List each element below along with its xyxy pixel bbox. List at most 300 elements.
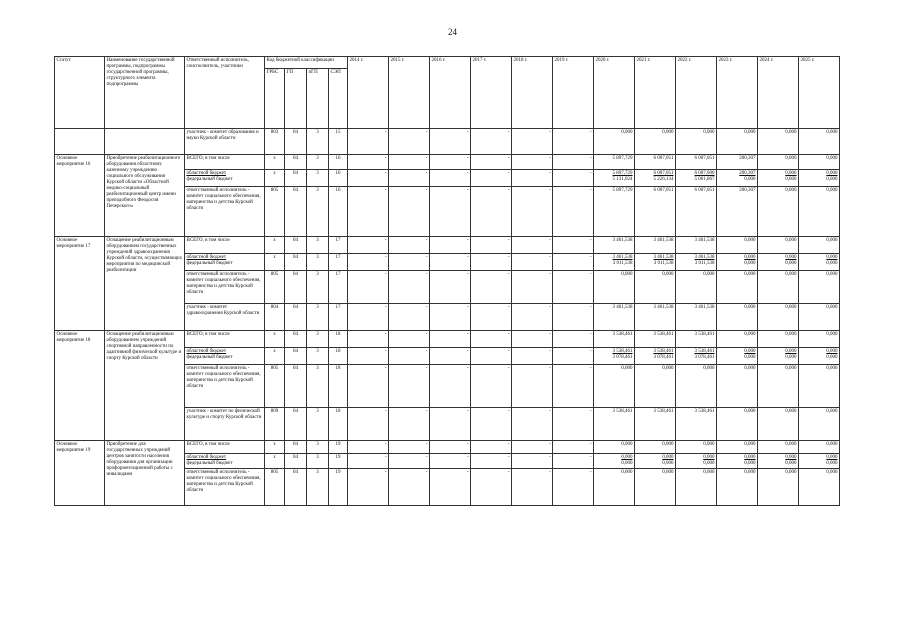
value-line: 0,000: [662, 454, 674, 460]
code-cell-pgp: 3: [307, 408, 329, 441]
value-cell-y2014: -: [348, 331, 389, 348]
header-year: 2022 г.: [676, 57, 717, 129]
value-line: 0,000: [744, 454, 756, 460]
value-cell-y2025: 0,000: [799, 155, 840, 170]
table-body: [55, 129, 840, 506]
code-cell-gp: 04: [285, 170, 307, 187]
code-cell-gp: 04: [285, 237, 307, 254]
status-cell: [55, 129, 105, 155]
code-cell-sep: 17: [329, 271, 348, 304]
value-cell-y2023: 0,000: [717, 408, 758, 441]
code-cell-grbs: 804: [265, 304, 285, 331]
value-cell-y2019: -: [553, 170, 594, 187]
value-cell-y2024: 0,000: [758, 271, 799, 304]
header-year: 2024 г.: [758, 57, 799, 129]
value-cell-y2019: -: [553, 331, 594, 348]
value-cell-y2016: -: [430, 454, 471, 469]
value-line: 3 538,461: [612, 348, 633, 354]
value-line: 0,000: [826, 454, 838, 460]
value-line: 200,307: [739, 170, 756, 176]
value-line: 0,000: [826, 260, 838, 266]
value-line: 3 538,461: [653, 348, 674, 354]
value-cell-y2019: -: [553, 348, 594, 365]
header-executor: Ответственный исполнитель, соисполнитель, участники: [185, 57, 265, 129]
value-cell-y2016: -: [430, 304, 471, 331]
value-cell-y2024: 0,000: [758, 187, 799, 237]
value-cell-y2020: 5 897,729: [594, 187, 635, 237]
executor-cell: ВСЕГО, в том числе: [185, 441, 265, 454]
value-line: 0,000: [826, 460, 838, 466]
executor-cell: участник - комитет образования и науки Курской области: [185, 129, 265, 155]
value-cell-y2018: -: [512, 408, 553, 441]
value-cell-y2020: 3 461,538: [594, 304, 635, 331]
value-cell-y2025: 0,000: [799, 304, 840, 331]
value-cell-y2019: -: [553, 129, 594, 155]
value-cell-y2023: [717, 170, 758, 187]
value-line: 0,000: [662, 460, 674, 466]
value-cell-y2017: -: [471, 469, 512, 506]
value-cell-y2025: 0,000: [799, 237, 840, 254]
value-line: 0,000: [744, 354, 756, 360]
value-cell-y2014: -: [348, 365, 389, 408]
code-cell-sep: 19: [329, 469, 348, 506]
header-code-pgp: пГП: [307, 69, 329, 129]
code-cell-sep: 16: [329, 155, 348, 170]
value-cell-y2018: -: [512, 271, 553, 304]
value-cell-y2023: 0,000: [717, 271, 758, 304]
value-cell-y2019: -: [553, 441, 594, 454]
value-cell-y2021: 6 007,051: [635, 187, 676, 237]
value-cell-y2015: -: [389, 254, 430, 271]
value-line: 0,000: [744, 254, 756, 260]
code-cell-gp: 04: [285, 254, 307, 271]
value-cell-y2024: 0,000: [758, 408, 799, 441]
value-line: 3 078,461: [612, 354, 633, 360]
value-cell-y2016: -: [430, 408, 471, 441]
value-cell-y2019: -: [553, 271, 594, 304]
value-cell-y2018: -: [512, 254, 553, 271]
value-cell-y2021: [635, 254, 676, 271]
value-cell-y2019: -: [553, 454, 594, 469]
value-cell-y2015: -: [389, 469, 430, 506]
value-cell-y2016: -: [430, 348, 471, 365]
value-cell-y2023: 0,000: [717, 237, 758, 254]
value-cell-y2015: -: [389, 237, 430, 254]
executor-line: федеральный бюджет: [186, 460, 233, 466]
header-year: 2023 г.: [717, 57, 758, 129]
code-cell-sep: 19: [329, 454, 348, 469]
value-line: 0,000: [785, 170, 797, 176]
value-cell-y2019: -: [553, 187, 594, 237]
value-cell-y2019: -: [553, 408, 594, 441]
value-cell-y2023: [717, 348, 758, 365]
value-cell-y2018: -: [512, 237, 553, 254]
value-cell-y2021: 3 461,538: [635, 304, 676, 331]
code-cell-grbs: x: [265, 155, 285, 170]
value-cell-y2018: -: [512, 331, 553, 348]
value-cell-y2025: [799, 454, 840, 469]
value-cell-y2025: [799, 348, 840, 365]
code-cell-gp: 04: [285, 454, 307, 469]
table-row: [55, 129, 840, 155]
page-number: 24: [448, 27, 457, 37]
value-cell-y2022: [676, 254, 717, 271]
value-cell-y2023: [717, 454, 758, 469]
code-cell-pgp: 3: [307, 129, 329, 155]
header-year: 2018 г.: [512, 57, 553, 129]
code-cell-pgp: 3: [307, 441, 329, 454]
value-cell-y2024: 0,000: [758, 331, 799, 348]
value-line: 0,000: [785, 454, 797, 460]
value-line: 0,000: [744, 460, 756, 466]
code-cell-grbs: 805: [265, 469, 285, 506]
value-cell-y2015: -: [389, 271, 430, 304]
status-cell: Основное мероприятие 19: [55, 441, 105, 506]
executor-cell: ответственный исполнитель - комитет социального обеспечения, материнства и детства Курской области: [185, 271, 265, 304]
value-cell-y2018: -: [512, 469, 553, 506]
value-cell-y2023: 0,000: [717, 365, 758, 408]
value-line: 0,000: [621, 460, 633, 466]
value-cell-y2025: 0,000: [799, 331, 840, 348]
value-cell-y2019: -: [553, 304, 594, 331]
executor-cell: [185, 348, 265, 365]
value-cell-y2025: 0,000: [799, 441, 840, 454]
header-year: 2019 г.: [553, 57, 594, 129]
value-cell-y2024: 0,000: [758, 365, 799, 408]
value-cell-y2017: -: [471, 254, 512, 271]
value-cell-y2017: -: [471, 408, 512, 441]
value-cell-y2018: -: [512, 454, 553, 469]
code-cell-pgp: 3: [307, 348, 329, 365]
executor-cell: участник - комитет по физической культуре и спорту Курской области: [185, 408, 265, 441]
code-cell-sep: 17: [329, 237, 348, 254]
value-cell-y2015: -: [389, 454, 430, 469]
header-year: 2015 г.: [389, 57, 430, 129]
value-line: 0,000: [785, 354, 797, 360]
code-cell-sep: 16: [329, 187, 348, 237]
code-cell-gp: 04: [285, 408, 307, 441]
executor-cell: ответственный исполнитель - комитет социального обеспечения, материнства и детства Курской области: [185, 187, 265, 237]
executor-line: областной бюджет: [186, 348, 227, 354]
code-cell-pgp: 3: [307, 304, 329, 331]
value-cell-y2020: 0,000: [594, 271, 635, 304]
value-cell-y2014: -: [348, 237, 389, 254]
code-cell-grbs: x: [265, 254, 285, 271]
value-cell-y2022: [676, 454, 717, 469]
code-cell-sep: 18: [329, 348, 348, 365]
status-cell: Основное мероприятие 17: [55, 237, 105, 331]
code-cell-gp: 04: [285, 441, 307, 454]
code-cell-grbs: x: [265, 454, 285, 469]
value-cell-y2017: -: [471, 454, 512, 469]
value-cell-y2024: [758, 454, 799, 469]
code-cell-sep: 17: [329, 304, 348, 331]
value-cell-y2022: 6 007,051: [676, 155, 717, 170]
executor-cell: [185, 254, 265, 271]
value-cell-y2024: 0,000: [758, 304, 799, 331]
value-cell-y2022: 0,000: [676, 129, 717, 155]
value-cell-y2016: -: [430, 155, 471, 170]
value-line: 3 461,538: [612, 254, 633, 260]
header-year: 2016 г.: [430, 57, 471, 129]
value-cell-y2015: -: [389, 331, 430, 348]
value-cell-y2019: -: [553, 469, 594, 506]
value-line: 0,000: [826, 348, 838, 354]
value-line: 0,000: [826, 354, 838, 360]
value-line: 5 061,867: [694, 176, 715, 182]
code-cell-gp: 04: [285, 348, 307, 365]
value-cell-y2014: -: [348, 254, 389, 271]
executor-line: областной бюджет: [186, 454, 227, 460]
value-cell-y2025: [799, 170, 840, 187]
status-cell: Основное мероприятие 16: [55, 155, 105, 237]
code-cell-gp: 04: [285, 155, 307, 170]
table-row: [55, 331, 840, 348]
value-cell-y2015: -: [389, 441, 430, 454]
value-cell-y2017: -: [471, 170, 512, 187]
value-line: 0,000: [621, 454, 633, 460]
executor-line: областной бюджет: [186, 254, 227, 260]
code-cell-sep: 19: [329, 441, 348, 454]
code-cell-sep: 18: [329, 331, 348, 348]
header-code-gp: ГП: [285, 69, 307, 129]
value-cell-y2015: -: [389, 304, 430, 331]
value-line: 5 131,024: [612, 176, 633, 182]
code-cell-gp: 04: [285, 187, 307, 237]
code-cell-grbs: 805: [265, 187, 285, 237]
code-cell-pgp: 3: [307, 254, 329, 271]
code-cell-grbs: 805: [265, 365, 285, 408]
value-line: 0,000: [744, 348, 756, 354]
value-cell-y2020: 0,000: [594, 365, 635, 408]
name-cell: Приобретение для государственных учреждений центров занятости населения оборудования для организации профориентационной работы с инвалидами: [105, 441, 185, 506]
value-cell-y2014: -: [348, 187, 389, 237]
value-cell-y2020: 3 461,538: [594, 237, 635, 254]
value-cell-y2024: [758, 254, 799, 271]
header-year: 2025 г.: [799, 57, 840, 129]
budget-table: [54, 56, 840, 506]
value-line: 3 011,538: [612, 260, 633, 266]
value-cell-y2024: 0,000: [758, 441, 799, 454]
value-line: 3 461,538: [653, 254, 674, 260]
value-line: 3 461,538: [694, 254, 715, 260]
value-line: 0,000: [744, 260, 756, 266]
code-cell-grbs: 805: [265, 271, 285, 304]
value-cell-y2021: [635, 348, 676, 365]
value-cell-y2022: [676, 348, 717, 365]
value-cell-y2015: -: [389, 187, 430, 237]
value-cell-y2021: [635, 170, 676, 187]
value-cell-y2017: -: [471, 129, 512, 155]
value-cell-y2023: 0,000: [717, 331, 758, 348]
value-line: 0,000: [785, 260, 797, 266]
value-cell-y2021: 0,000: [635, 469, 676, 506]
value-cell-y2018: -: [512, 155, 553, 170]
value-cell-y2017: -: [471, 304, 512, 331]
value-cell-y2014: -: [348, 304, 389, 331]
value-cell-y2025: 0,000: [799, 129, 840, 155]
value-cell-y2024: 0,000: [758, 469, 799, 506]
value-cell-y2014: -: [348, 170, 389, 187]
table-row: [55, 441, 840, 454]
code-cell-sep: 18: [329, 408, 348, 441]
value-cell-y2014: -: [348, 408, 389, 441]
value-line: 6 007,000: [694, 170, 715, 176]
executor-cell: [185, 454, 265, 469]
value-cell-y2022: 3 461,538: [676, 304, 717, 331]
value-cell-y2016: -: [430, 187, 471, 237]
header-budget-code: Код бюджетной классификации: [265, 57, 348, 69]
value-cell-y2018: -: [512, 365, 553, 408]
value-line: 5 897,729: [612, 170, 633, 176]
value-cell-y2022: [676, 170, 717, 187]
value-cell-y2019: -: [553, 237, 594, 254]
value-line: 3 538,461: [694, 348, 715, 354]
value-cell-y2016: -: [430, 331, 471, 348]
value-cell-y2016: -: [430, 365, 471, 408]
value-line: 0,000: [703, 454, 715, 460]
name-cell: [105, 129, 185, 155]
code-cell-gp: 04: [285, 304, 307, 331]
value-cell-y2023: 200,307: [717, 187, 758, 237]
value-cell-y2017: -: [471, 441, 512, 454]
executor-cell: ответственный исполнитель - комитет социального обеспечения, материнства и детства Курской области: [185, 469, 265, 506]
value-cell-y2014: -: [348, 129, 389, 155]
value-cell-y2022: 0,000: [676, 271, 717, 304]
code-cell-grbs: 803: [265, 129, 285, 155]
value-cell-y2020: 3 538,461: [594, 408, 635, 441]
executor-cell: ВСЕГО, в том числе: [185, 331, 265, 348]
code-cell-pgp: 3: [307, 454, 329, 469]
header-year: 2021 г.: [635, 57, 676, 129]
code-cell-sep: 15: [329, 129, 348, 155]
value-cell-y2022: 3 461,538: [676, 237, 717, 254]
value-cell-y2017: -: [471, 348, 512, 365]
value-cell-y2018: -: [512, 187, 553, 237]
value-cell-y2016: -: [430, 469, 471, 506]
name-cell: Приобретение реабилитационного оборудования областному казенному учреждению социального обслуживания Курской области «Областной медико-социальный реабилитационный центр имени преподобного Феодосия Печерского»: [105, 155, 185, 237]
value-cell-y2020: 0,000: [594, 441, 635, 454]
value-cell-y2022: 3 538,461: [676, 408, 717, 441]
name-cell: Оснащение реабилитационным оборудованием государственных учреждений здравоохранения Курской области, осуществляющих мероприятия по медицинской реабилитации: [105, 237, 185, 331]
executor-line: федеральный бюджет: [186, 354, 233, 360]
code-cell-grbs: x: [265, 237, 285, 254]
value-cell-y2022: 6 007,051: [676, 187, 717, 237]
code-cell-pgp: 3: [307, 170, 329, 187]
value-cell-y2014: -: [348, 155, 389, 170]
value-line: 0,000: [826, 176, 838, 182]
value-cell-y2015: -: [389, 348, 430, 365]
code-cell-gp: 04: [285, 365, 307, 408]
value-line: 0,000: [826, 170, 838, 176]
value-cell-y2024: [758, 170, 799, 187]
header-year: 2020 г.: [594, 57, 635, 129]
value-cell-y2023: 0,000: [717, 129, 758, 155]
value-cell-y2021: 6 007,051: [635, 155, 676, 170]
executor-cell: ВСЕГО, в том числе: [185, 237, 265, 254]
header-year: 2014 г.: [348, 57, 389, 129]
value-line: 0,000: [785, 254, 797, 260]
value-cell-y2019: -: [553, 155, 594, 170]
value-cell-y2019: -: [553, 365, 594, 408]
value-line: 5 226,134: [653, 176, 674, 182]
executor-cell: ответственный исполнитель - комитет социального обеспечения, материнства и детства Курской области: [185, 365, 265, 408]
name-cell: Оснащение реабилитационным оборудованием учреждений спортивной направленности по адаптивной физической культуре и спорту Курской области: [105, 331, 185, 441]
value-cell-y2016: -: [430, 254, 471, 271]
value-cell-y2017: -: [471, 365, 512, 408]
value-cell-y2018: -: [512, 129, 553, 155]
value-cell-y2025: 0,000: [799, 187, 840, 237]
value-line: 3 011,538: [694, 260, 715, 266]
value-line: 0,000: [703, 460, 715, 466]
value-cell-y2020: 0,000: [594, 469, 635, 506]
code-cell-gp: 04: [285, 271, 307, 304]
executor-cell: [185, 170, 265, 187]
value-line: 0,000: [785, 348, 797, 354]
value-line: 3 078,461: [653, 354, 674, 360]
code-cell-pgp: 3: [307, 331, 329, 348]
code-cell-sep: 16: [329, 170, 348, 187]
value-cell-y2015: -: [389, 155, 430, 170]
value-cell-y2017: -: [471, 187, 512, 237]
value-line: 3 078,461: [694, 354, 715, 360]
value-cell-y2024: 0,000: [758, 129, 799, 155]
value-cell-y2022: 0,000: [676, 469, 717, 506]
value-cell-y2022: 0,000: [676, 441, 717, 454]
value-cell-y2023: 0,000: [717, 441, 758, 454]
value-cell-y2021: 3 538,461: [635, 408, 676, 441]
value-cell-y2023: [717, 254, 758, 271]
header-code-grbs: ГРБС: [265, 69, 285, 129]
executor-cell: ВСЕГО, в том числе: [185, 155, 265, 170]
value-cell-y2021: [635, 454, 676, 469]
code-cell-pgp: 3: [307, 271, 329, 304]
value-line: 0,000: [785, 176, 797, 182]
value-cell-y2020: 5 897,729: [594, 155, 635, 170]
value-cell-y2024: [758, 348, 799, 365]
value-cell-y2021: 0,000: [635, 129, 676, 155]
executor-line: областной бюджет: [186, 170, 227, 176]
value-cell-y2020: [594, 454, 635, 469]
value-cell-y2025: 0,000: [799, 365, 840, 408]
value-line: 0,000: [744, 176, 756, 182]
code-cell-grbs: 809: [265, 408, 285, 441]
value-cell-y2020: 0,000: [594, 129, 635, 155]
value-cell-y2016: -: [430, 237, 471, 254]
code-cell-pgp: 3: [307, 469, 329, 506]
value-cell-y2019: -: [553, 254, 594, 271]
table-row: [55, 237, 840, 254]
value-cell-y2020: [594, 254, 635, 271]
value-cell-y2021: 0,000: [635, 271, 676, 304]
code-cell-gp: 04: [285, 469, 307, 506]
value-cell-y2024: 0,000: [758, 237, 799, 254]
table-row: [55, 155, 840, 170]
value-line: 6 007,051: [653, 170, 674, 176]
status-cell: Основное мероприятие 18: [55, 331, 105, 441]
value-cell-y2023: 0,000: [717, 304, 758, 331]
value-cell-y2014: -: [348, 441, 389, 454]
code-cell-grbs: x: [265, 331, 285, 348]
code-cell-sep: 18: [329, 365, 348, 408]
code-cell-pgp: 3: [307, 365, 329, 408]
value-cell-y2014: -: [348, 271, 389, 304]
value-cell-y2025: 0,000: [799, 469, 840, 506]
value-cell-y2014: -: [348, 348, 389, 365]
value-cell-y2014: -: [348, 454, 389, 469]
value-cell-y2017: -: [471, 271, 512, 304]
value-cell-y2018: -: [512, 441, 553, 454]
